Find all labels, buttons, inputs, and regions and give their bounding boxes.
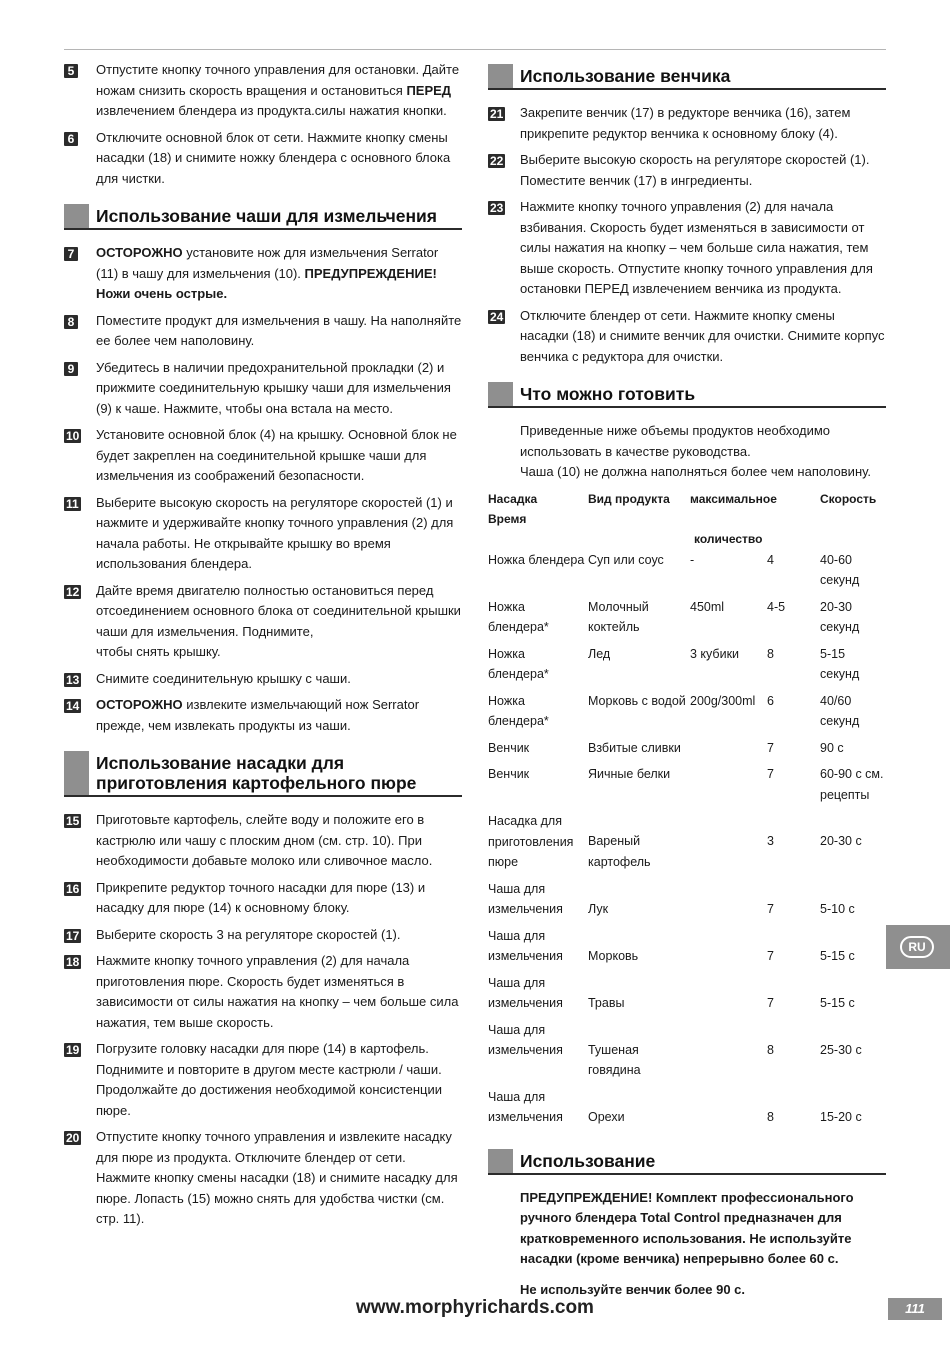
cell-attachment-line1: Ножка блендера [488,552,585,567]
cell-time: 40-60 секунд [820,552,860,587]
section-what-to-cook [488,382,886,408]
cell-max: 450ml [690,599,725,614]
cell-attachment [488,550,588,597]
step-number: 21 [490,107,504,121]
caution-label: ОСТОРОЖНО [96,697,183,712]
step-24 [488,306,886,368]
footer-website: www.morphyrichards.com [356,1297,594,1318]
step-10 [64,425,462,487]
step-7 [64,243,462,305]
step-9 [64,358,462,420]
left-column [64,60,462,1236]
step-13 [64,669,462,690]
cell-max [690,738,767,765]
top-rule [64,49,886,50]
cell-attachment [488,691,588,738]
step-number: 11 [66,496,79,511]
table-row [488,926,886,973]
cell-time: 5-15 с [820,995,855,1010]
step-19 [64,1039,462,1121]
section-marker [488,382,513,406]
section-title: Что можно готовить [520,384,696,404]
cell-time: 40/60 секунд [820,693,860,728]
cell-max: 200g/300ml [690,693,756,708]
step-text: Отключите основной блок от сети. Нажмите кнопку смены насадки (18) и снимите ножку блендера с основного блока для чистки. [96,129,451,186]
step-text: извлеките измельчающий нож Serrator прежде, чем извлекать продукты из чаши. [96,697,420,733]
step-number: 22 [490,154,504,168]
section-use [488,1149,886,1175]
step-text-line2: чтобы снять крышку. [96,644,221,659]
step-number: 8 [64,315,78,329]
section-marker [488,64,513,88]
cell-attachment [488,973,588,1020]
step-text: Выберите скорость 3 на регуляторе скоростей (1). [96,926,401,942]
table-row [488,1087,886,1134]
cell-max [690,1020,767,1087]
cell-attachment-line2: измельчения [488,1110,563,1124]
warning-text: ПРЕДУПРЕЖДЕНИЕ! Комплект профессионального ручного блендера Total Control предназначен для кратковременного использования. Не используйте насадки (кроме венчика) непрерывно более 60 с. [520,1189,854,1266]
cell-food: Морковь с водой [588,693,686,708]
table-row [488,879,886,926]
cell-speed: 7 [767,995,774,1010]
step-text: Поместите продукт для измельчения в чашу. На наполняйте ее более чем наполовину. [96,312,462,348]
cell-food: Лед [588,646,611,661]
step-text: Нажмите кнопку точного управления (2) для начала приготовления пюре. Скорость будет изменяться в зависимости от силы нажатия на кнопку – чем больше сила нажатия, тем выше скорость. [96,953,459,1030]
step-number: 20 [66,1131,80,1145]
intro-text: Приведенные ниже объемы продуктов необходимо использовать в качестве руководства. [520,423,831,459]
cell-max: - [690,552,695,567]
step-14 [64,695,462,736]
cell-food: Вареный картофель [588,834,651,869]
page-number: 111 [888,1298,942,1320]
cell-food: Морковь [588,948,639,963]
cell-attachment-line1: Насадка для приготовления [488,814,574,849]
step-text: Дайте время двигателю полностью остановиться перед отсоединением основного блока от соединительной крышки чаши для измельчения. Поднимите, [96,582,461,639]
cell-food: Молочный коктейль [588,599,649,634]
cell-speed: 7 [767,740,774,755]
table-row [488,597,886,644]
section-title: Использование чаши для измельчения [96,206,438,226]
cell-attachment-line1: Венчик [488,740,530,755]
cell-time: 20-30 с [820,834,862,848]
cell-max [690,811,767,879]
cell-max [690,879,767,926]
cell-max: 3 кубики [690,646,740,661]
cell-attachment-line1: Чаша для [488,881,546,896]
step-23 [488,197,886,300]
step-number: 15 [66,814,80,828]
cell-max [690,926,767,973]
section-masher [64,751,462,797]
step-21 [488,103,886,144]
header-max: максимальное количество [690,489,820,550]
cell-time: 15-20 с [820,1109,862,1124]
cell-speed: 4 [767,552,774,567]
step-20 [64,1127,462,1230]
step-bold: ПЕРЕД [406,82,452,98]
cell-time: 60-90 с см. рецепты [820,767,884,802]
step-text: Закрепите венчик (17) в редукторе венчика (16), затем прикрепите редуктор венчика к основному блоку (4). [520,105,851,141]
cell-attachment [488,597,588,644]
step-number: 10 [66,429,80,443]
cell-speed: 8 [767,1109,774,1124]
cell-food: Травы [588,995,625,1010]
cell-max [690,973,767,1020]
section-marker [64,751,89,795]
table-row [488,973,886,1020]
step-number: 6 [64,132,78,146]
cell-attachment-line2: измельчения [488,996,563,1010]
cell-attachment-line1: Чаша для [488,975,546,990]
cell-max [690,1087,767,1134]
cell-attachment-line1: Чаша для [488,1089,546,1104]
step-text-after: извлечением блендера из продукта.силы нажатия кнопки. [96,103,447,118]
step-8 [64,311,462,352]
step-text: Приготовьте картофель, слейте воду и положите его в кастрюлю или чашу с плоским дном (см. стр. 10). При необходимости добавьте молоко или сливочное масло. [96,812,433,868]
cell-speed: 7 [767,901,774,916]
section-title: Использование [520,1150,656,1171]
cell-attachment-line1: Чаша для [488,1022,546,1037]
section-chopper [64,204,462,230]
step-18 [64,951,462,1033]
cell-speed: 7 [767,767,774,781]
cell-attachment [488,811,588,879]
step-22 [488,150,886,191]
step-text: Убедитесь в наличии предохранительной прокладки (2) и прижмите соединительную крышку чаши для измельчения (9) к чаше. Нажмите, чтобы она встала на место. [96,359,451,416]
cell-speed: 8 [767,646,774,661]
cell-food: Орехи [588,1109,625,1124]
step-11 [64,493,462,575]
cell-food: Суп или соус [588,552,664,567]
cell-speed: 4-5 [767,599,786,614]
cell-attachment-line1: Ножка блендера* [488,646,549,681]
step-15 [64,810,462,872]
cell-food: Лук [588,901,609,916]
step-number: 23 [490,201,504,215]
step-text: Отпустите кнопку точного управления и извлеките насадку для пюре из продукта. Отключите блендер от сети. Нажмите кнопку смены насадки (18) и снимите насадку для пюре. Лопасть (15) можно снять для удобства чистки (см. стр. 11). [96,1129,458,1226]
cell-attachment [488,764,588,811]
step-number: 13 [66,672,80,687]
step-text: Отключите блендер от сети. Нажмите кнопку смены насадки (18) и снимите венчик для очистки. Снимите корпус венчика с редуктора для очистки. [520,307,885,364]
warning-text: ПРЕДУПРЕЖДЕНИЕ! Ножи очень острые. [96,265,437,301]
cell-food: Тушеная говядина [588,1042,641,1077]
cell-attachment-line1: Ножка блендера* [488,599,549,634]
cell-max [690,764,767,811]
section-marker [488,1149,513,1173]
section-title: Использование насадки для приготовления картофельного пюре [96,753,417,793]
cell-attachment-line2: измельчения [488,1043,563,1057]
step-number: 9 [64,362,78,376]
right-column [488,60,886,1306]
header-speed: Скорость [820,491,877,506]
cell-time: 90 с [820,740,844,755]
step-number: 12 [66,584,80,599]
cell-attachment-line1: Венчик [488,767,530,781]
cell-time: 25-30 с [820,1042,862,1057]
step-text: Прикрепите редуктор точного насадки для пюре (13) и насадку для пюре (14) к основному блоку. [96,879,426,915]
cell-attachment-line2: измельчения [488,902,563,916]
cell-time: 5-15 с [820,948,855,963]
cell-speed: 8 [767,1042,774,1057]
step-5 [64,60,462,122]
step-text: Выберите высокую скорость на регуляторе скоростей (1). Поместите венчик (17) в ингредиенты. [520,152,870,188]
step-12 [64,581,462,663]
section-whisk [488,64,886,90]
step-text: Выберите высокую скорость на регуляторе скоростей (1) и нажмите и удерживайте кнопку точного управления (2) для начала работы. Не открывайте крышку во время использования блендера. [96,494,454,571]
step-text: Снимите соединительную крышку с чаши. [96,670,351,686]
cell-attachment [488,879,588,926]
cell-attachment [488,926,588,973]
table-row [488,811,886,879]
step-number: 5 [64,64,78,78]
step-6 [64,128,462,190]
table-row [488,764,886,811]
step-number: 16 [66,881,80,896]
cell-attachment [488,644,588,691]
intro-note: Чаша (10) не должна наполняться более чем наполовину. [520,464,871,479]
step-number: 7 [64,247,78,261]
cell-time: 5-10 с [820,901,855,916]
table-row [488,550,886,597]
step-17 [64,925,462,946]
step-number: 19 [66,1043,80,1057]
step-text: Погрузите головку насадки для пюре (14) в картофель. Поднимите и повторите в другом месте кастрюли / чаши. Продолжайте до достижения необходимой консистенции пюре. [96,1041,442,1118]
cell-speed: 7 [767,948,774,963]
food-table-body [488,550,886,1134]
step-number: 17 [66,928,80,943]
step-number: 14 [66,699,80,713]
caution-label: ОСТОРОЖНО [96,245,183,260]
header-attachment: Насадка Время [488,489,588,550]
cell-attachment [488,738,588,765]
language-badge: RU [900,936,934,958]
cell-attachment-line1: Чаша для [488,928,546,943]
step-16 [64,878,462,919]
table-header-row [488,489,886,550]
cell-time: 5-15 секунд [820,646,860,681]
section-marker [64,204,89,228]
cell-attachment-line1: Ножка блендера* [488,693,549,728]
step-text: Нажмите кнопку точного управления (2) для начала взбивания. Скорость будет изменяться в зависимости от силы нажатия на кнопку – чем больше сила нажатия, тем выше скорость. Отпустите кнопку точного управления для остановки ПЕРЕД извлечением венчика из продукта. [520,199,873,296]
header-food: Вид продукта [588,491,670,506]
cell-speed: 3 [767,834,774,848]
table-row [488,691,886,738]
step-number: 18 [66,955,80,969]
cell-attachment [488,1020,588,1087]
table-row [488,738,886,765]
step-text: Установите основной блок (4) на крышку. Основной блок не будет закреплен на соединительной крышке чаши для измельчения из соображений безопасности. [96,427,457,483]
cell-food: Яичные белки [588,767,671,781]
step-number: 24 [490,309,504,324]
cell-attachment-line2: пюре [488,855,519,869]
header-quantity: количество [694,532,763,546]
step-text: установите нож для измельчения Serrator (11) в чашу для измельчения (10). [96,245,439,281]
cell-time: 20-30 секунд [820,599,860,634]
header-time: Время [488,512,527,526]
section-title: Использование венчика [520,66,731,86]
table-row [488,644,886,691]
table-row [488,1020,886,1087]
step-text: Отпустите кнопку точного управления для остановки. Дайте ножам снизить скорость вращения и остановиться [96,62,460,98]
whisk-limit-text: Не используйте венчик более 90 с. [520,1281,746,1297]
cell-food: Взбитые сливки [588,740,681,755]
language-tab [886,925,950,969]
cell-speed: 6 [767,693,774,708]
cell-attachment-line2: измельчения [488,949,563,963]
cell-attachment [488,1087,588,1134]
food-table [488,489,886,1134]
